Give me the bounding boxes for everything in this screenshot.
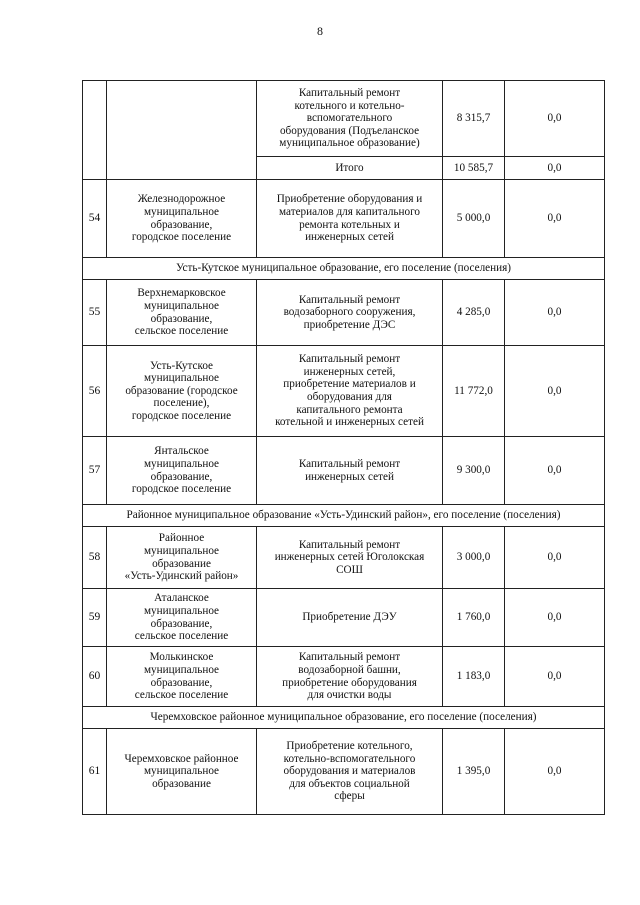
amount-cell: 11 772,0 xyxy=(443,346,505,437)
section-title: Усть-Кутское муниципальное образование, его поселение (поселения) xyxy=(83,258,605,280)
row-number-cell: 54 xyxy=(83,180,107,258)
total-extra-cell: 0,0 xyxy=(505,157,605,180)
table-row xyxy=(83,437,605,505)
municipality-cell: Усть-Кутское муниципальное образование (городское поселение), городское поселение xyxy=(107,346,257,437)
row-number-cell: 59 xyxy=(83,589,107,647)
work-description-cell: Капитальный ремонт водозаборного сооружения, приобретение ДЭС xyxy=(257,280,443,346)
municipality-cell: Молькинское муниципальное образование, сельское поселение xyxy=(107,647,257,707)
municipality-cell: Железнодорожное муниципальное образование, городское поселение xyxy=(107,180,257,258)
section-header-row xyxy=(83,258,605,280)
page-number: 8 xyxy=(317,24,323,38)
extra-amount-cell: 0,0 xyxy=(505,346,605,437)
work-description-cell: Капитальный ремонт инженерных сетей, приобретение материалов и оборудования для капитального ремонта котельной и инженерных сетей xyxy=(257,346,443,437)
section-title: Черемховское районное муниципальное образование, его поселение (поселения) xyxy=(83,707,605,729)
table-row xyxy=(83,527,605,589)
section-header-row xyxy=(83,707,605,729)
work-description-cell: Приобретение оборудования и материалов для капитального ремонта котельных и инженерных сетей xyxy=(257,180,443,258)
amount-cell: 1 395,0 xyxy=(443,729,505,815)
extra-amount-cell: 0,0 xyxy=(505,729,605,815)
extra-amount-cell: 0,0 xyxy=(505,280,605,346)
extra-amount-cell: 0,0 xyxy=(505,180,605,258)
row-number-cell: 58 xyxy=(83,527,107,589)
section-header-row xyxy=(83,505,605,527)
extra-amount-cell: 0,0 xyxy=(505,81,605,157)
work-description-cell: Капитальный ремонт инженерных сетей Юголокская СОШ xyxy=(257,527,443,589)
extra-amount-cell: 0,0 xyxy=(505,437,605,505)
table-row xyxy=(83,81,605,157)
row-number-cell xyxy=(83,81,107,180)
amount-cell: 3 000,0 xyxy=(443,527,505,589)
work-description-cell: Капитальный ремонт водозаборной башни, приобретение оборудования для очистки воды xyxy=(257,647,443,707)
allocation-table xyxy=(82,80,605,815)
extra-amount-cell: 0,0 xyxy=(505,647,605,707)
extra-amount-cell: 0,0 xyxy=(505,589,605,647)
municipality-cell: Янтальское муниципальное образование, городское поселение xyxy=(107,437,257,505)
row-number-cell: 60 xyxy=(83,647,107,707)
amount-cell: 8 315,7 xyxy=(443,81,505,157)
table-row xyxy=(83,729,605,815)
row-number-cell: 57 xyxy=(83,437,107,505)
total-amount-cell: 10 585,7 xyxy=(443,157,505,180)
amount-cell: 1 183,0 xyxy=(443,647,505,707)
amount-cell: 4 285,0 xyxy=(443,280,505,346)
table-row xyxy=(83,589,605,647)
table-row xyxy=(83,280,605,346)
municipality-cell: Черемховское районное муниципальное образование xyxy=(107,729,257,815)
work-description-cell: Приобретение котельного, котельно-вспомогательного оборудования и материалов для объектов социальной сферы xyxy=(257,729,443,815)
table-row xyxy=(83,180,605,258)
amount-cell: 1 760,0 xyxy=(443,589,505,647)
total-label-cell: Итого xyxy=(257,157,443,180)
amount-cell: 9 300,0 xyxy=(443,437,505,505)
table-row xyxy=(83,346,605,437)
municipality-cell xyxy=(107,81,257,180)
municipality-cell: Аталанское муниципальное образование, сельское поселение xyxy=(107,589,257,647)
extra-amount-cell: 0,0 xyxy=(505,527,605,589)
section-title: Районное муниципальное образование «Усть-Удинский район», его поселение (поселения) xyxy=(83,505,605,527)
table-row xyxy=(83,647,605,707)
municipality-cell: Районное муниципальное образование «Усть-Удинский район» xyxy=(107,527,257,589)
row-number-cell: 55 xyxy=(83,280,107,346)
work-description-cell: Капитальный ремонт котельного и котельно- вспомогательного оборудования (Подъеланское муниципальное образование) xyxy=(257,81,443,157)
amount-cell: 5 000,0 xyxy=(443,180,505,258)
row-number-cell: 61 xyxy=(83,729,107,815)
row-number-cell: 56 xyxy=(83,346,107,437)
municipality-cell: Верхнемарковское муниципальное образование, сельское поселение xyxy=(107,280,257,346)
work-description-cell: Приобретение ДЭУ xyxy=(257,589,443,647)
work-description-cell: Капитальный ремонт инженерных сетей xyxy=(257,437,443,505)
